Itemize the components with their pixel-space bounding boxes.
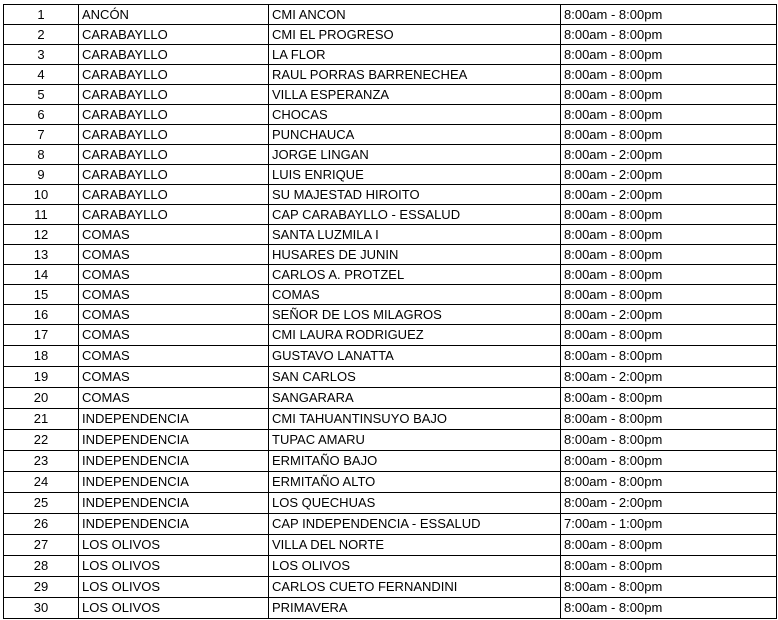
district-cell: CARABAYLLO [79,45,269,65]
table-row [4,245,777,265]
table-row [4,5,777,25]
row-number: 26 [4,514,79,535]
hours-cell: 8:00am - 8:00pm [561,409,777,430]
hours-cell: 8:00am - 2:00pm [561,165,777,185]
facility-cell: PUNCHAUCA [269,125,561,145]
row-number: 29 [4,577,79,598]
table-row [4,265,777,285]
district-cell: INDEPENDENCIA [79,472,269,493]
row-number: 15 [4,285,79,305]
hours-cell: 8:00am - 8:00pm [561,535,777,556]
district-cell: COMAS [79,285,269,305]
health-centers-table [3,4,777,619]
hours-cell: 8:00am - 8:00pm [561,85,777,105]
hours-cell: 8:00am - 8:00pm [561,65,777,85]
row-number: 18 [4,346,79,367]
table-row [4,367,777,388]
facility-cell: CARLOS A. PROTZEL [269,265,561,285]
hours-cell: 8:00am - 2:00pm [561,305,777,325]
row-number: 2 [4,25,79,45]
district-cell: COMAS [79,388,269,409]
district-cell: INDEPENDENCIA [79,514,269,535]
table-row [4,556,777,577]
facility-cell: CAP INDEPENDENCIA - ESSALUD [269,514,561,535]
row-number: 28 [4,556,79,577]
row-number: 9 [4,165,79,185]
row-number: 27 [4,535,79,556]
facility-cell: SANTA LUZMILA I [269,225,561,245]
hours-cell: 8:00am - 8:00pm [561,556,777,577]
district-cell: COMAS [79,367,269,388]
table-row [4,514,777,535]
hours-cell: 8:00am - 8:00pm [561,265,777,285]
facility-cell: LOS QUECHUAS [269,493,561,514]
table-row [4,409,777,430]
facility-cell: CMI LAURA RODRIGUEZ [269,325,561,346]
facility-cell: VILLA DEL NORTE [269,535,561,556]
table-row [4,165,777,185]
hours-cell: 8:00am - 8:00pm [561,225,777,245]
facility-cell: SANGARARA [269,388,561,409]
row-number: 10 [4,185,79,205]
district-cell: CARABAYLLO [79,205,269,225]
table-row [4,65,777,85]
hours-cell: 8:00am - 8:00pm [561,388,777,409]
facility-cell: LOS OLIVOS [269,556,561,577]
facility-cell: CMI ANCON [269,5,561,25]
hours-cell: 8:00am - 8:00pm [561,125,777,145]
facility-cell: ERMITAÑO BAJO [269,451,561,472]
district-cell: CARABAYLLO [79,125,269,145]
facility-cell: CHOCAS [269,105,561,125]
row-number: 23 [4,451,79,472]
district-cell: COMAS [79,225,269,245]
hours-cell: 8:00am - 8:00pm [561,285,777,305]
table-row [4,472,777,493]
hours-cell: 8:00am - 8:00pm [561,325,777,346]
row-number: 25 [4,493,79,514]
table-row [4,305,777,325]
row-number: 14 [4,265,79,285]
row-number: 12 [4,225,79,245]
district-cell: LOS OLIVOS [79,556,269,577]
district-cell: ANCÓN [79,5,269,25]
hours-cell: 8:00am - 8:00pm [561,205,777,225]
facility-cell: PRIMAVERA [269,598,561,619]
row-number: 16 [4,305,79,325]
table-row [4,285,777,305]
hours-cell: 8:00am - 8:00pm [561,451,777,472]
table-row [4,105,777,125]
district-cell: COMAS [79,346,269,367]
hours-cell: 8:00am - 8:00pm [561,598,777,619]
facility-cell: SAN CARLOS [269,367,561,388]
hours-cell: 8:00am - 8:00pm [561,430,777,451]
hours-cell: 8:00am - 8:00pm [561,472,777,493]
hours-cell: 8:00am - 2:00pm [561,367,777,388]
hours-cell: 8:00am - 2:00pm [561,493,777,514]
facility-cell: RAUL PORRAS BARRENECHEA [269,65,561,85]
table-row [4,451,777,472]
district-cell: CARABAYLLO [79,165,269,185]
hours-cell: 8:00am - 8:00pm [561,5,777,25]
table-row [4,535,777,556]
row-number: 21 [4,409,79,430]
table-row [4,225,777,245]
row-number: 20 [4,388,79,409]
hours-cell: 8:00am - 8:00pm [561,245,777,265]
hours-cell: 8:00am - 8:00pm [561,105,777,125]
table-row [4,346,777,367]
table-row [4,577,777,598]
district-cell: INDEPENDENCIA [79,451,269,472]
facility-cell: VILLA ESPERANZA [269,85,561,105]
district-cell: INDEPENDENCIA [79,409,269,430]
row-number: 24 [4,472,79,493]
table-row [4,25,777,45]
district-cell: CARABAYLLO [79,185,269,205]
facility-cell: CAP CARABAYLLO - ESSALUD [269,205,561,225]
table-row [4,325,777,346]
row-number: 22 [4,430,79,451]
table-row [4,205,777,225]
table-row [4,185,777,205]
table-row [4,598,777,619]
facility-cell: HUSARES DE JUNIN [269,245,561,265]
row-number: 1 [4,5,79,25]
table-row [4,85,777,105]
district-cell: INDEPENDENCIA [79,493,269,514]
row-number: 30 [4,598,79,619]
hours-cell: 8:00am - 8:00pm [561,346,777,367]
district-cell: LOS OLIVOS [79,577,269,598]
facility-cell: CARLOS CUETO FERNANDINI [269,577,561,598]
district-cell: COMAS [79,265,269,285]
table-row [4,45,777,65]
district-cell: COMAS [79,325,269,346]
district-cell: LOS OLIVOS [79,535,269,556]
hours-cell: 8:00am - 2:00pm [561,185,777,205]
district-cell: LOS OLIVOS [79,598,269,619]
row-number: 5 [4,85,79,105]
district-cell: CARABAYLLO [79,65,269,85]
district-cell: CARABAYLLO [79,25,269,45]
facility-cell: SEÑOR DE LOS MILAGROS [269,305,561,325]
row-number: 13 [4,245,79,265]
facility-cell: ERMITAÑO ALTO [269,472,561,493]
hours-cell: 8:00am - 8:00pm [561,577,777,598]
table-row [4,493,777,514]
table-row [4,125,777,145]
facility-cell: JORGE LINGAN [269,145,561,165]
facility-cell: LUIS ENRIQUE [269,165,561,185]
row-number: 11 [4,205,79,225]
facility-cell: CMI EL PROGRESO [269,25,561,45]
row-number: 3 [4,45,79,65]
table-row [4,145,777,165]
row-number: 19 [4,367,79,388]
district-cell: INDEPENDENCIA [79,430,269,451]
facility-cell: TUPAC AMARU [269,430,561,451]
facility-cell: SU MAJESTAD HIROITO [269,185,561,205]
row-number: 17 [4,325,79,346]
row-number: 8 [4,145,79,165]
facility-cell: LA FLOR [269,45,561,65]
row-number: 6 [4,105,79,125]
district-cell: CARABAYLLO [79,145,269,165]
hours-cell: 7:00am - 1:00pm [561,514,777,535]
row-number: 4 [4,65,79,85]
district-cell: COMAS [79,245,269,265]
hours-cell: 8:00am - 8:00pm [561,45,777,65]
district-cell: CARABAYLLO [79,105,269,125]
hours-cell: 8:00am - 8:00pm [561,25,777,45]
district-cell: CARABAYLLO [79,85,269,105]
table-row [4,388,777,409]
district-cell: COMAS [79,305,269,325]
table-body [4,5,777,619]
row-number: 7 [4,125,79,145]
table-row [4,430,777,451]
facility-cell: CMI TAHUANTINSUYO BAJO [269,409,561,430]
facility-cell: GUSTAVO LANATTA [269,346,561,367]
facility-cell: COMAS [269,285,561,305]
hours-cell: 8:00am - 2:00pm [561,145,777,165]
